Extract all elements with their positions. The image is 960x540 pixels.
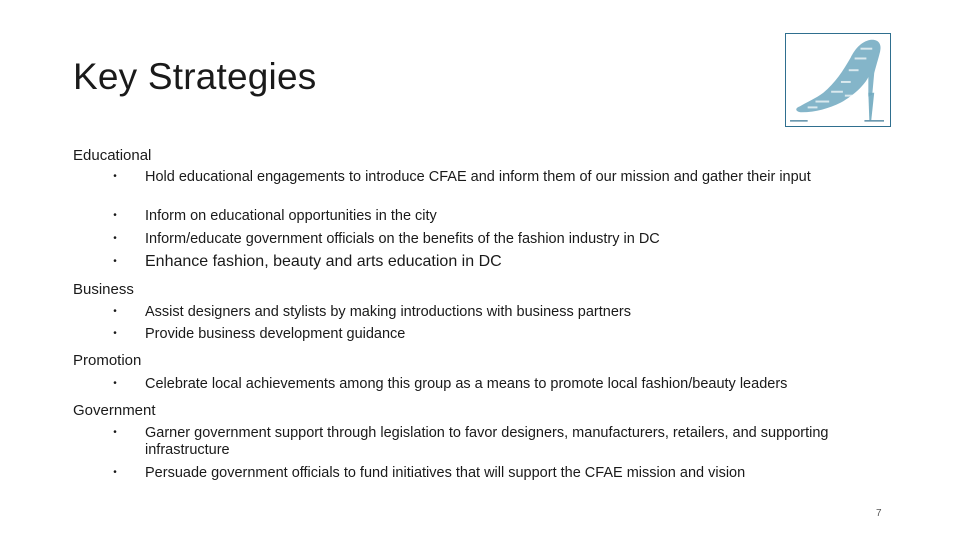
bullet-marker: •: [113, 427, 117, 438]
bullet-item: Assist designers and stylists by making introductions with business partners: [145, 304, 631, 320]
bullet-marker: •: [113, 171, 117, 182]
bullet-marker: •: [113, 210, 117, 221]
section-heading-business: Business: [73, 281, 134, 298]
bullet-marker: •: [113, 378, 117, 389]
bullet-item: Persuade government officials to fund initiatives that will support the CFAE mission and vision: [145, 465, 746, 481]
bullet-item: Hold educational engagements to introduce CFAE and inform them of our mission and gather their input: [145, 169, 811, 185]
bullet-item: Garner government support through legislation to favor designers, manufacturers, retailers, and supporting infrastructure: [145, 425, 829, 458]
bullet-item: Celebrate local achievements among this group as a means to promote local fashion/beauty leaders: [145, 376, 788, 392]
bullet-marker: •: [113, 306, 117, 317]
bullet-item: Provide business development guidance: [145, 326, 406, 342]
section-heading-educational: Educational: [73, 147, 152, 164]
bullet-item: Inform/educate government officials on the benefits of the fashion industry in DC: [145, 231, 660, 247]
section-heading-promotion: Promotion: [73, 352, 142, 369]
bullet-item: Inform on educational opportunities in the city: [145, 208, 437, 224]
high-heel-shoe-logo-icon: [785, 33, 891, 127]
section-heading-government: Government: [73, 402, 156, 419]
bullet-marker: •: [113, 233, 117, 244]
page-number: 7: [876, 508, 882, 519]
bullet-marker: •: [113, 256, 117, 267]
bullet-marker: •: [113, 467, 117, 478]
high-heel-shoe-icon: [786, 34, 890, 126]
bullet-marker: •: [113, 328, 117, 339]
bullet-item: Enhance fashion, beauty and arts education in DC: [145, 253, 502, 270]
slide-title: Key Strategies: [73, 56, 317, 97]
